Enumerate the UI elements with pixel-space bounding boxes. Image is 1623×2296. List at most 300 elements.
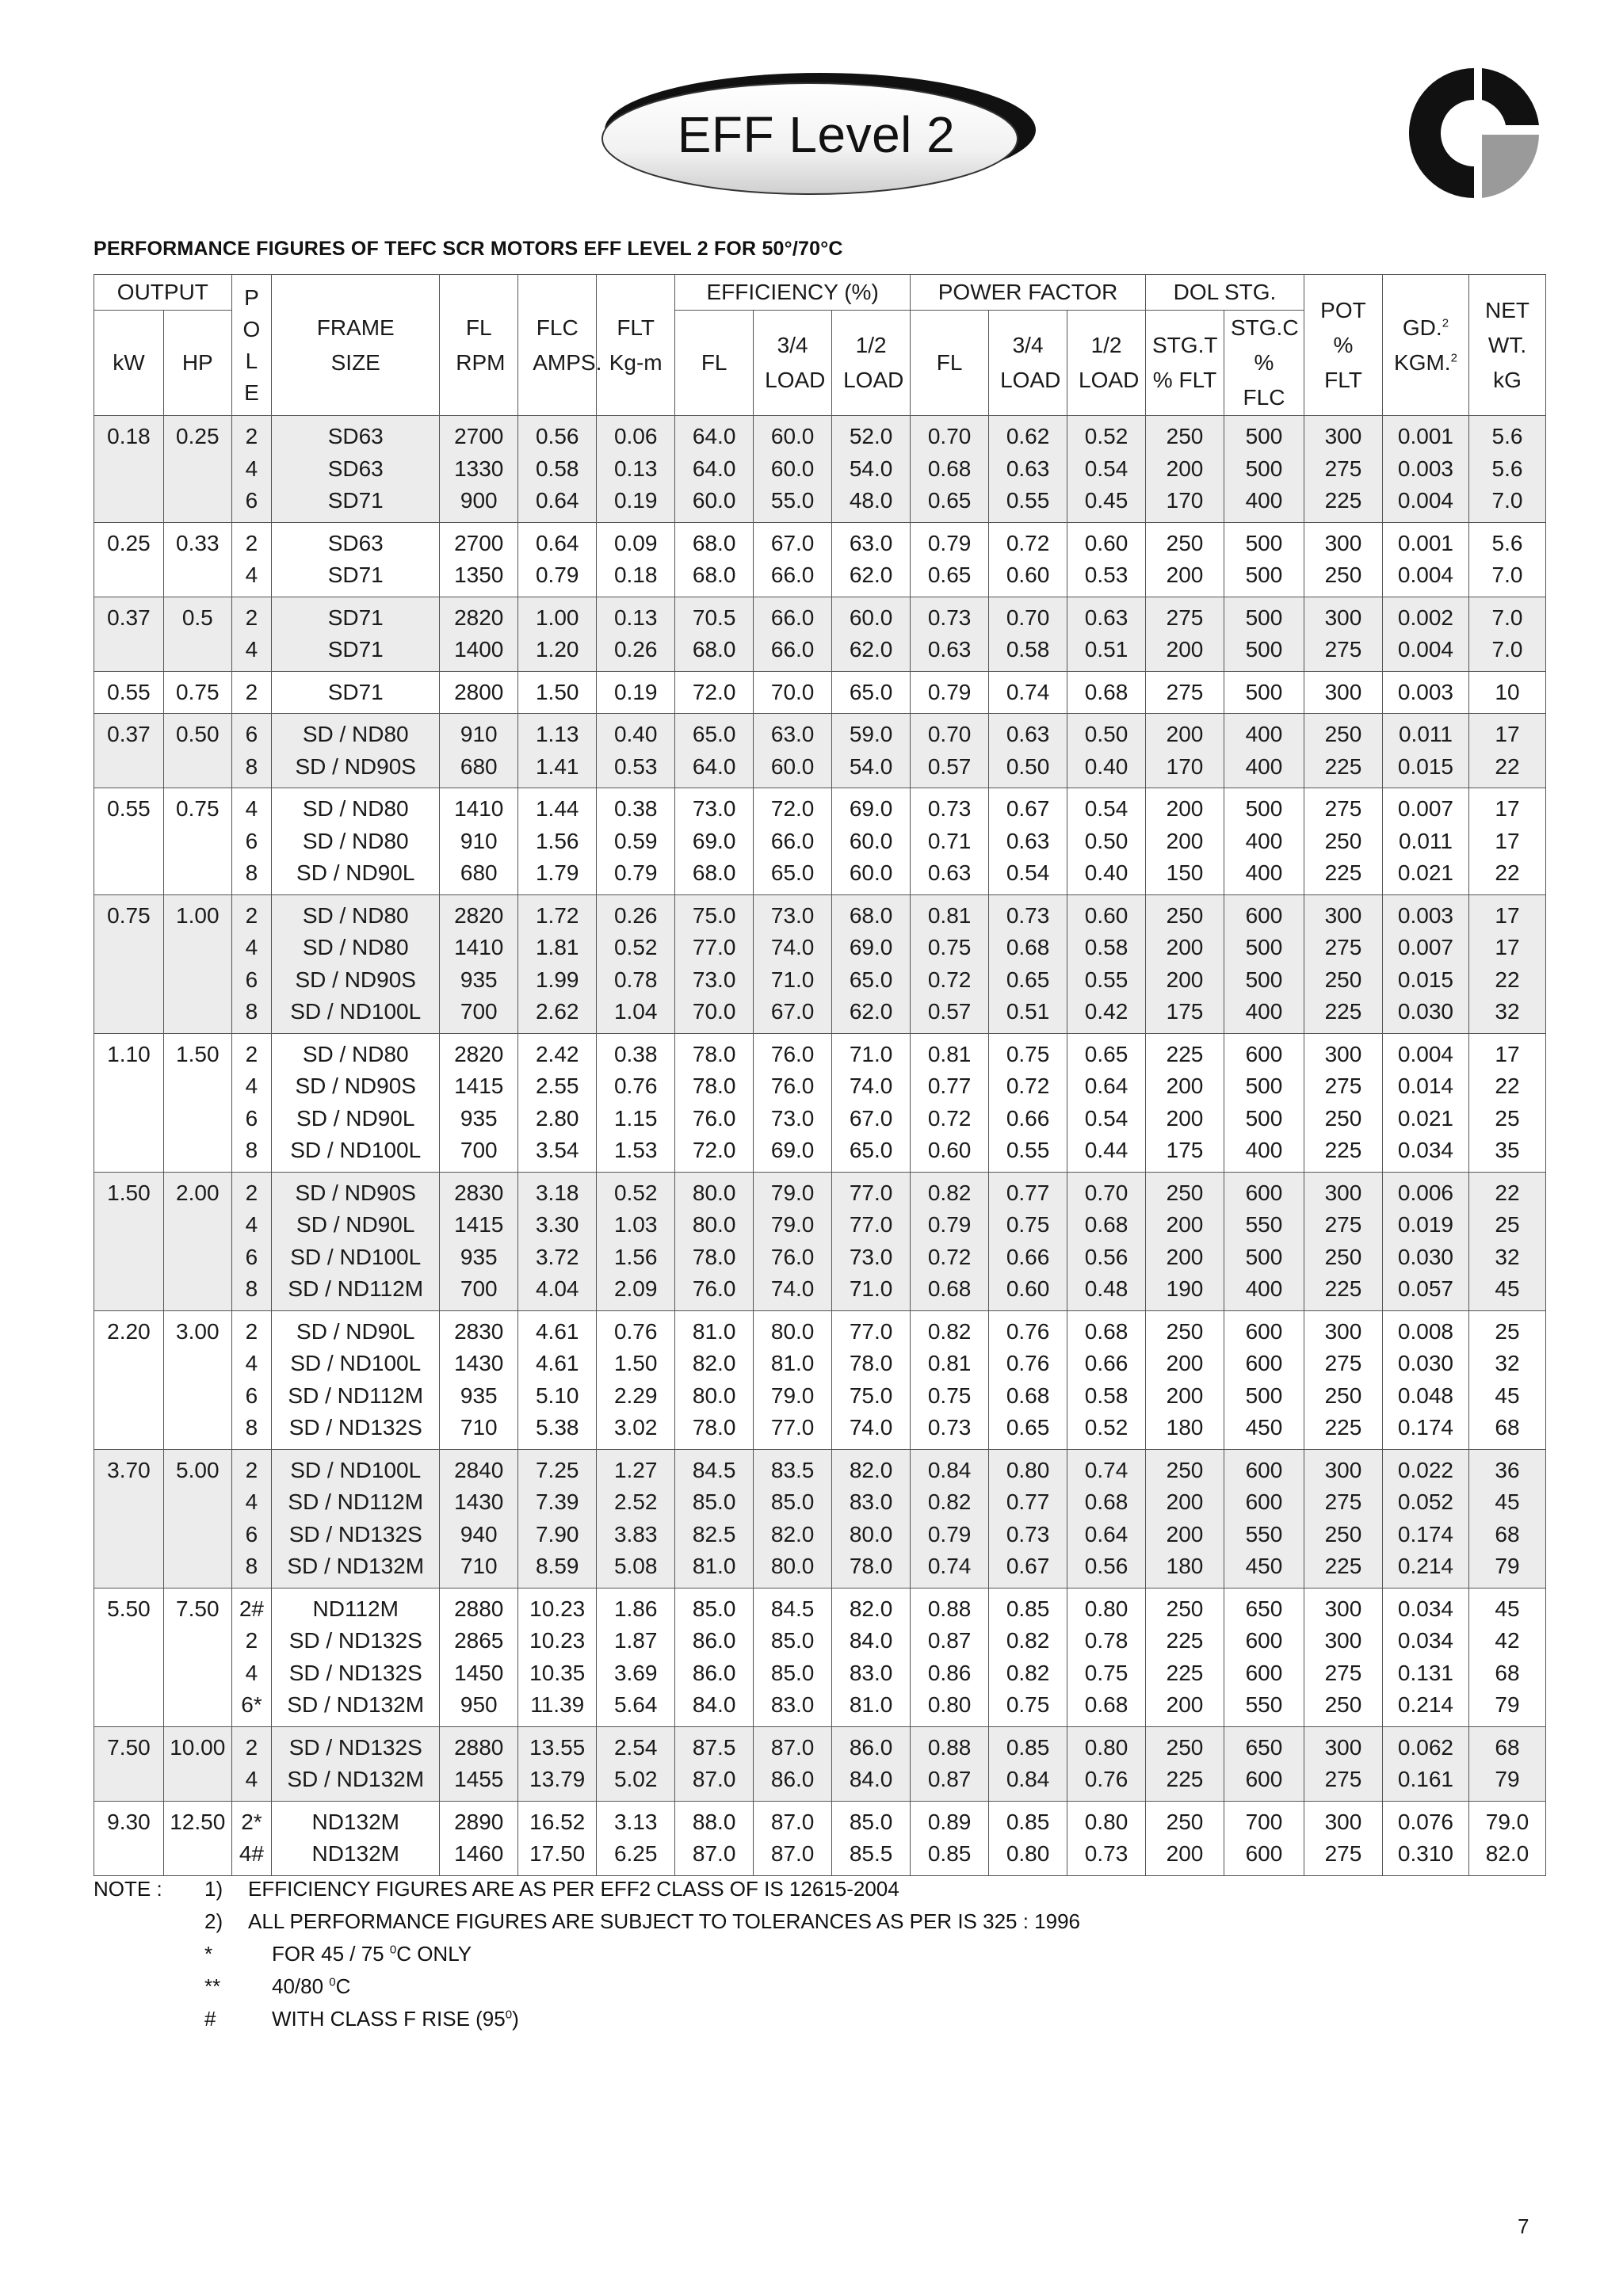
cell-stg-c: 400 400 <box>1224 714 1304 788</box>
header-kw: kW <box>94 311 164 416</box>
cell-rpm: 2700 1330 900 <box>440 416 518 523</box>
cell-kw: 0.55 <box>94 671 164 714</box>
cell-hp: 0.33 <box>163 522 231 597</box>
cell-frame: SD / ND132S SD / ND132M <box>272 1726 440 1801</box>
cell-kw: 2.20 <box>94 1310 164 1449</box>
header-frame-size: FRAME SIZE <box>272 275 440 416</box>
cell-rpm: 910 680 <box>440 714 518 788</box>
cell-eff-34: 84.5 85.0 85.0 83.0 <box>754 1588 832 1726</box>
cell-stg-t: 250 200 200 190 <box>1146 1172 1224 1310</box>
cell-kw: 1.10 <box>94 1033 164 1172</box>
cell-eff-34: 67.0 66.0 <box>754 522 832 597</box>
cell-hp: 0.5 <box>163 597 231 671</box>
cell-net: 68 79 <box>1469 1726 1546 1801</box>
cell-eff-34: 60.0 60.0 55.0 <box>754 416 832 523</box>
table-row <box>94 597 1546 671</box>
cell-flt: 0.52 1.03 1.56 2.09 <box>597 1172 675 1310</box>
table-row <box>94 1726 1546 1801</box>
cell-rpm: 1410 910 680 <box>440 788 518 895</box>
cell-pole: 2 4 6 8 <box>231 1449 271 1588</box>
performance-table <box>94 274 1546 1876</box>
cell-net: 36 45 68 79 <box>1469 1449 1546 1588</box>
table-row <box>94 416 1546 523</box>
cell-frame: SD / ND80 SD / ND80 SD / ND90S SD / ND100L <box>272 894 440 1033</box>
cell-hp: 5.00 <box>163 1449 231 1588</box>
cell-flt: 0.19 <box>597 671 675 714</box>
cell-pole: 4 6 8 <box>231 788 271 895</box>
cell-pf-fl: 0.73 0.71 0.63 <box>911 788 989 895</box>
cell-pf-fl: 0.79 0.65 <box>911 522 989 597</box>
cell-pf-12: 0.60 0.53 <box>1067 522 1146 597</box>
cell-eff-34: 79.0 79.0 76.0 74.0 <box>754 1172 832 1310</box>
note-text: EFFICIENCY FIGURES ARE AS PER EFF2 CLASS OF IS 12615-2004 <box>248 1877 899 1901</box>
cell-gd: 0.007 0.011 0.021 <box>1382 788 1468 895</box>
cell-eff-34: 83.5 85.0 82.0 80.0 <box>754 1449 832 1588</box>
cell-hp: 12.50 <box>163 1801 231 1875</box>
cell-net: 10 <box>1469 671 1546 714</box>
cell-pot: 300 250 <box>1304 522 1382 597</box>
cell-pf-fl: 0.81 0.77 0.72 0.60 <box>911 1033 989 1172</box>
cell-flc: 1.44 1.56 1.79 <box>518 788 597 895</box>
cell-eff-fl: 84.5 85.0 82.5 81.0 <box>675 1449 754 1588</box>
cell-hp: 7.50 <box>163 1588 231 1726</box>
cell-eff-12: 60.0 62.0 <box>832 597 911 671</box>
cell-pf-34: 0.62 0.63 0.55 <box>989 416 1067 523</box>
cell-pf-12: 0.70 0.68 0.56 0.48 <box>1067 1172 1146 1310</box>
cell-rpm: 2880 2865 1450 950 <box>440 1588 518 1726</box>
cell-pf-34: 0.85 0.80 <box>989 1801 1067 1875</box>
cell-net: 17 22 <box>1469 714 1546 788</box>
cell-rpm: 2700 1350 <box>440 522 518 597</box>
cell-rpm: 2830 1430 935 710 <box>440 1310 518 1449</box>
cell-eff-12: 59.0 54.0 <box>832 714 911 788</box>
cell-stg-t: 250 200 <box>1146 1801 1224 1875</box>
cell-eff-fl: 73.0 69.0 68.0 <box>675 788 754 895</box>
cell-frame: SD / ND80 SD / ND80 SD / ND90L <box>272 788 440 895</box>
cell-pf-34: 0.85 0.82 0.82 0.75 <box>989 1588 1067 1726</box>
cell-net: 25 32 45 68 <box>1469 1310 1546 1449</box>
cell-rpm: 2820 1410 935 700 <box>440 894 518 1033</box>
cell-pole: 2* 4# <box>231 1801 271 1875</box>
cell-eff-34: 87.0 87.0 <box>754 1801 832 1875</box>
cell-rpm: 2820 1415 935 700 <box>440 1033 518 1172</box>
cell-pole: 2 4 6 <box>231 416 271 523</box>
cell-pf-fl: 0.70 0.57 <box>911 714 989 788</box>
cell-pf-12: 0.65 0.64 0.54 0.44 <box>1067 1033 1146 1172</box>
cell-stg-t: 250 200 200 175 <box>1146 894 1224 1033</box>
header-dol-stg: DOL STG. <box>1146 275 1304 311</box>
cell-stg-t: 250 200 170 <box>1146 416 1224 523</box>
cell-flc: 16.52 17.50 <box>518 1801 597 1875</box>
cell-pf-12: 0.60 0.58 0.55 0.42 <box>1067 894 1146 1033</box>
note-symbol: # <box>204 2007 216 2031</box>
cell-eff-12: 69.0 60.0 60.0 <box>832 788 911 895</box>
cell-flc: 4.61 4.61 5.10 5.38 <box>518 1310 597 1449</box>
cell-pot: 250 225 <box>1304 714 1382 788</box>
cell-flt: 1.27 2.52 3.83 5.08 <box>597 1449 675 1588</box>
cell-pot: 300 275 250 225 <box>1304 1449 1382 1588</box>
cell-gd: 0.076 0.310 <box>1382 1801 1468 1875</box>
cell-pf-fl: 0.82 0.79 0.72 0.68 <box>911 1172 989 1310</box>
cell-stg-t: 250 200 200 180 <box>1146 1310 1224 1449</box>
cell-pf-12: 0.74 0.68 0.64 0.56 <box>1067 1449 1146 1588</box>
cell-eff-34: 63.0 60.0 <box>754 714 832 788</box>
cell-eff-fl: 75.0 77.0 73.0 70.0 <box>675 894 754 1033</box>
cell-eff-34: 80.0 81.0 79.0 77.0 <box>754 1310 832 1449</box>
cell-pf-12: 0.63 0.51 <box>1067 597 1146 671</box>
cell-rpm: 2800 <box>440 671 518 714</box>
cell-hp: 1.50 <box>163 1033 231 1172</box>
cell-pf-12: 0.52 0.54 0.45 <box>1067 416 1146 523</box>
cell-eff-fl: 87.5 87.0 <box>675 1726 754 1801</box>
cell-stg-c: 600 550 500 400 <box>1224 1172 1304 1310</box>
cell-pf-fl: 0.88 0.87 0.86 0.80 <box>911 1588 989 1726</box>
cell-stg-c: 500 <box>1224 671 1304 714</box>
cell-pf-34: 0.76 0.76 0.68 0.65 <box>989 1310 1067 1449</box>
cell-flc: 3.18 3.30 3.72 4.04 <box>518 1172 597 1310</box>
cell-stg-c: 600 500 500 400 <box>1224 1033 1304 1172</box>
cell-kw: 1.50 <box>94 1172 164 1310</box>
header-pf-12: 1/2 LOAD <box>1067 311 1146 416</box>
cell-hp: 3.00 <box>163 1310 231 1449</box>
cell-flt: 0.76 1.50 2.29 3.02 <box>597 1310 675 1449</box>
header-stg-c: STG.C % FLC <box>1224 311 1304 416</box>
cell-eff-12: 82.0 84.0 83.0 81.0 <box>832 1588 911 1726</box>
header-pf-fl: FL <box>911 311 989 416</box>
table-row <box>94 522 1546 597</box>
table-row <box>94 1310 1546 1449</box>
cell-net: 5.6 7.0 <box>1469 522 1546 597</box>
cell-kw: 0.55 <box>94 788 164 895</box>
cell-flt: 0.38 0.59 0.79 <box>597 788 675 895</box>
company-logo-icon <box>1403 62 1545 204</box>
cell-stg-t: 250 225 225 200 <box>1146 1588 1224 1726</box>
cell-hp: 0.75 <box>163 788 231 895</box>
note-text: ALL PERFORMANCE FIGURES ARE SUBJECT TO TOLERANCES AS PER IS 325 : 1996 <box>248 1909 1081 1933</box>
cell-eff-12: 68.0 69.0 65.0 62.0 <box>832 894 911 1033</box>
table-row <box>94 894 1546 1033</box>
cell-eff-fl: 72.0 <box>675 671 754 714</box>
cell-gd: 0.022 0.052 0.174 0.214 <box>1382 1449 1468 1588</box>
cell-pf-fl: 0.81 0.75 0.72 0.57 <box>911 894 989 1033</box>
cell-kw: 9.30 <box>94 1801 164 1875</box>
cell-flt: 0.13 0.26 <box>597 597 675 671</box>
header-flc-amps: FLC AMPS. <box>518 275 597 416</box>
cell-frame: SD71 <box>272 671 440 714</box>
cell-gd: 0.001 0.004 <box>1382 522 1468 597</box>
cell-pf-34: 0.70 0.58 <box>989 597 1067 671</box>
cell-eff-34: 66.0 66.0 <box>754 597 832 671</box>
cell-net: 22 25 32 45 <box>1469 1172 1546 1310</box>
cell-flt: 0.40 0.53 <box>597 714 675 788</box>
cell-eff-12: 71.0 74.0 67.0 65.0 <box>832 1033 911 1172</box>
cell-rpm: 2830 1415 935 700 <box>440 1172 518 1310</box>
cell-gd: 0.003 0.007 0.015 0.030 <box>1382 894 1468 1033</box>
cell-flc: 13.55 13.79 <box>518 1726 597 1801</box>
cell-pf-12: 0.80 0.78 0.75 0.68 <box>1067 1588 1146 1726</box>
cell-kw: 3.70 <box>94 1449 164 1588</box>
cell-pf-fl: 0.89 0.85 <box>911 1801 989 1875</box>
cell-frame: SD71 SD71 <box>272 597 440 671</box>
header-fl-rpm: FL RPM <box>440 275 518 416</box>
cell-pot: 300 275 <box>1304 1726 1382 1801</box>
header-power-factor: POWER FACTOR <box>911 275 1146 311</box>
cell-pot: 275 250 225 <box>1304 788 1382 895</box>
cell-net: 17 22 25 35 <box>1469 1033 1546 1172</box>
cell-hp: 0.25 <box>163 416 231 523</box>
cell-gd: 0.062 0.161 <box>1382 1726 1468 1801</box>
cell-eff-12: 82.0 83.0 80.0 78.0 <box>832 1449 911 1588</box>
cell-pf-12: 0.80 0.76 <box>1067 1726 1146 1801</box>
cell-pot: 300 275 250 225 <box>1304 1172 1382 1310</box>
cell-pf-34: 0.77 0.75 0.66 0.60 <box>989 1172 1067 1310</box>
cell-stg-c: 650 600 <box>1224 1726 1304 1801</box>
cell-flc: 2.42 2.55 2.80 3.54 <box>518 1033 597 1172</box>
cell-flc: 0.64 0.79 <box>518 522 597 597</box>
cell-pf-fl: 0.84 0.82 0.79 0.74 <box>911 1449 989 1588</box>
cell-pot: 300 275 250 225 <box>1304 1310 1382 1449</box>
cell-eff-34: 70.0 <box>754 671 832 714</box>
table-heading: PERFORMANCE FIGURES OF TEFC SCR MOTORS EFF LEVEL 2 FOR 50°/70°C <box>94 238 843 260</box>
note-item <box>94 1873 1080 1905</box>
cell-pot: 300 275 <box>1304 597 1382 671</box>
cell-pole: 2 4 <box>231 522 271 597</box>
cell-flt: 3.13 6.25 <box>597 1801 675 1875</box>
cell-gd: 0.034 0.034 0.131 0.214 <box>1382 1588 1468 1726</box>
cell-eff-34: 73.0 74.0 71.0 67.0 <box>754 894 832 1033</box>
note-text: 40/80 $^0$C <box>272 1974 351 1998</box>
header-stg-t: STG.T % FLT <box>1146 311 1224 416</box>
table-row <box>94 1033 1546 1172</box>
cell-eff-fl: 80.0 80.0 78.0 76.0 <box>675 1172 754 1310</box>
symbol-note <box>94 2003 1080 2035</box>
header-pole: P O L E <box>231 275 271 416</box>
cell-pole: 2 4 6 8 <box>231 1172 271 1310</box>
header-pf-34: 3/4 LOAD <box>989 311 1067 416</box>
cell-pf-12: 0.68 0.66 0.58 0.52 <box>1067 1310 1146 1449</box>
cell-frame: SD / ND90S SD / ND90L SD / ND100L SD / ND112M <box>272 1172 440 1310</box>
cell-flt: 0.38 0.76 1.15 1.53 <box>597 1033 675 1172</box>
cell-flc: 1.00 1.20 <box>518 597 597 671</box>
symbol-note <box>94 1938 1080 1970</box>
header-eff-34: 3/4 LOAD <box>754 311 832 416</box>
table-row <box>94 1172 1546 1310</box>
cell-kw: 0.37 <box>94 714 164 788</box>
cell-gd: 0.003 <box>1382 671 1468 714</box>
cell-pf-12: 0.50 0.40 <box>1067 714 1146 788</box>
cell-stg-c: 500 500 400 <box>1224 416 1304 523</box>
note-marker: 1) <box>204 1877 223 1901</box>
page-title: EFF Level 2 <box>677 105 956 163</box>
table-row <box>94 1449 1546 1588</box>
header-gd: GD.$^2$ KGM.$^2$ <box>1382 275 1468 416</box>
cell-frame: SD / ND80 SD / ND90S <box>272 714 440 788</box>
cell-hp: 2.00 <box>163 1172 231 1310</box>
cell-flc: 1.13 1.41 <box>518 714 597 788</box>
cell-pf-34: 0.73 0.68 0.65 0.51 <box>989 894 1067 1033</box>
cell-rpm: 2880 1455 <box>440 1726 518 1801</box>
cell-frame: SD63 SD71 <box>272 522 440 597</box>
cell-pole: 2 4 6 8 <box>231 894 271 1033</box>
cell-pf-12: 0.68 <box>1067 671 1146 714</box>
table-row <box>94 788 1546 895</box>
cell-frame: ND112M SD / ND132S SD / ND132S SD / ND132M <box>272 1588 440 1726</box>
cell-stg-c: 500 400 400 <box>1224 788 1304 895</box>
cell-net: 17 17 22 32 <box>1469 894 1546 1033</box>
cell-flc: 7.25 7.39 7.90 8.59 <box>518 1449 597 1588</box>
table-header <box>94 275 1546 416</box>
cell-gd: 0.008 0.030 0.048 0.174 <box>1382 1310 1468 1449</box>
cell-rpm: 2890 1460 <box>440 1801 518 1875</box>
cell-rpm: 2820 1400 <box>440 597 518 671</box>
header-eff-12: 1/2 LOAD <box>832 311 911 416</box>
cell-gd: 0.006 0.019 0.030 0.057 <box>1382 1172 1468 1310</box>
cell-net: 17 17 22 <box>1469 788 1546 895</box>
notes-section <box>94 1873 1080 2035</box>
cell-stg-c: 600 600 550 450 <box>1224 1449 1304 1588</box>
cell-hp: 0.50 <box>163 714 231 788</box>
cell-eff-12: 86.0 84.0 <box>832 1726 911 1801</box>
cell-kw: 0.18 <box>94 416 164 523</box>
cell-stg-t: 200 200 150 <box>1146 788 1224 895</box>
page-number: 7 <box>1518 2214 1529 2238</box>
cell-pf-34: 0.67 0.63 0.54 <box>989 788 1067 895</box>
cell-stg-t: 200 170 <box>1146 714 1224 788</box>
cell-stg-t: 250 200 <box>1146 522 1224 597</box>
cell-eff-fl: 78.0 78.0 76.0 72.0 <box>675 1033 754 1172</box>
cell-frame: SD / ND90L SD / ND100L SD / ND112M SD / ND132S <box>272 1310 440 1449</box>
cell-pf-fl: 0.73 0.63 <box>911 597 989 671</box>
table-row <box>94 1801 1546 1875</box>
cell-flt: 0.09 0.18 <box>597 522 675 597</box>
cell-frame: SD / ND100L SD / ND112M SD / ND132S SD / ND132M <box>272 1449 440 1588</box>
cell-stg-t: 250 200 200 180 <box>1146 1449 1224 1588</box>
cell-eff-fl: 68.0 68.0 <box>675 522 754 597</box>
header-net-wt: NET WT. kG <box>1469 275 1546 416</box>
cell-flc: 10.23 10.23 10.35 11.39 <box>518 1588 597 1726</box>
note-symbol: * <box>204 1942 213 1966</box>
cell-eff-fl: 64.0 64.0 60.0 <box>675 416 754 523</box>
cell-kw: 0.25 <box>94 522 164 597</box>
table-row <box>94 671 1546 714</box>
cell-pole: 2 4 <box>231 1726 271 1801</box>
cell-eff-12: 52.0 54.0 48.0 <box>832 416 911 523</box>
header-output: OUTPUT <box>94 275 232 311</box>
cell-stg-t: 275 <box>1146 671 1224 714</box>
cell-pf-34: 0.72 0.60 <box>989 522 1067 597</box>
header-efficiency: EFFICIENCY (%) <box>675 275 911 311</box>
cell-eff-fl: 88.0 87.0 <box>675 1801 754 1875</box>
cell-pot: 300 275 250 225 <box>1304 894 1382 1033</box>
cell-stg-c: 600 500 500 400 <box>1224 894 1304 1033</box>
cell-pot: 300 275 225 <box>1304 416 1382 523</box>
cell-flt: 0.06 0.13 0.19 <box>597 416 675 523</box>
note-text: FOR 45 / 75 $^0$C ONLY <box>272 1942 472 1966</box>
cell-pf-fl: 0.79 <box>911 671 989 714</box>
cell-stg-t: 225 200 200 175 <box>1146 1033 1224 1172</box>
cell-eff-34: 76.0 76.0 73.0 69.0 <box>754 1033 832 1172</box>
cell-eff-fl: 81.0 82.0 80.0 78.0 <box>675 1310 754 1449</box>
cell-flt: 0.26 0.52 0.78 1.04 <box>597 894 675 1033</box>
cell-pole: 2 <box>231 671 271 714</box>
cell-hp: 1.00 <box>163 894 231 1033</box>
cell-stg-t: 275 200 <box>1146 597 1224 671</box>
cell-flc: 0.56 0.58 0.64 <box>518 416 597 523</box>
cell-kw: 0.37 <box>94 597 164 671</box>
cell-eff-12: 77.0 77.0 73.0 71.0 <box>832 1172 911 1310</box>
cell-pf-34: 0.63 0.50 <box>989 714 1067 788</box>
cell-eff-fl: 85.0 86.0 86.0 84.0 <box>675 1588 754 1726</box>
cell-eff-12: 77.0 78.0 75.0 74.0 <box>832 1310 911 1449</box>
cell-pot: 300 275 <box>1304 1801 1382 1875</box>
cell-eff-12: 63.0 62.0 <box>832 522 911 597</box>
cell-pole: 6 8 <box>231 714 271 788</box>
cell-pf-fl: 0.82 0.81 0.75 0.73 <box>911 1310 989 1449</box>
cell-flt: 2.54 5.02 <box>597 1726 675 1801</box>
cell-pf-34: 0.74 <box>989 671 1067 714</box>
cell-gd: 0.001 0.003 0.004 <box>1382 416 1468 523</box>
cell-frame: SD63 SD63 SD71 <box>272 416 440 523</box>
cell-pf-34: 0.75 0.72 0.66 0.55 <box>989 1033 1067 1172</box>
cell-frame: ND132M ND132M <box>272 1801 440 1875</box>
cell-pot: 300 275 250 225 <box>1304 1033 1382 1172</box>
header-flt: FLT Kg-m <box>597 275 675 416</box>
cell-pole: 2 4 6 8 <box>231 1310 271 1449</box>
cell-stg-c: 700 600 <box>1224 1801 1304 1875</box>
note-text: WITH CLASS F RISE $(95^0)$ <box>272 2007 519 2031</box>
cell-kw: 5.50 <box>94 1588 164 1726</box>
table-row <box>94 1588 1546 1726</box>
cell-hp: 0.75 <box>163 671 231 714</box>
cell-stg-c: 500 500 <box>1224 522 1304 597</box>
cell-gd: 0.002 0.004 <box>1382 597 1468 671</box>
cell-stg-t: 250 225 <box>1146 1726 1224 1801</box>
cell-gd: 0.004 0.014 0.021 0.034 <box>1382 1033 1468 1172</box>
table-body <box>94 416 1546 1876</box>
cell-stg-c: 650 600 600 550 <box>1224 1588 1304 1726</box>
cell-pf-fl: 0.88 0.87 <box>911 1726 989 1801</box>
cell-stg-c: 500 500 <box>1224 597 1304 671</box>
cell-pole: 2 4 <box>231 597 271 671</box>
cell-net: 7.0 7.0 <box>1469 597 1546 671</box>
cell-net: 45 42 68 79 <box>1469 1588 1546 1726</box>
cell-pot: 300 300 275 250 <box>1304 1588 1382 1726</box>
note-marker: 2) <box>204 1909 223 1933</box>
cell-eff-34: 72.0 66.0 65.0 <box>754 788 832 895</box>
header-pot: POT % FLT <box>1304 275 1382 416</box>
cell-eff-12: 85.0 85.5 <box>832 1801 911 1875</box>
symbol-note <box>94 1970 1080 2003</box>
header-hp: HP <box>163 311 231 416</box>
header-eff-fl: FL <box>675 311 754 416</box>
cell-rpm: 2840 1430 940 710 <box>440 1449 518 1588</box>
cell-pf-34: 0.85 0.84 <box>989 1726 1067 1801</box>
cell-net: 79.0 82.0 <box>1469 1801 1546 1875</box>
cell-eff-34: 87.0 86.0 <box>754 1726 832 1801</box>
note-label: NOTE : <box>94 1877 162 1901</box>
note-item <box>94 1905 1080 1938</box>
cell-net: 5.6 5.6 7.0 <box>1469 416 1546 523</box>
cell-hp: 10.00 <box>163 1726 231 1801</box>
cell-flt: 1.86 1.87 3.69 5.64 <box>597 1588 675 1726</box>
cell-pole: 2# 2 4 6* <box>231 1588 271 1726</box>
cell-flc: 1.50 <box>518 671 597 714</box>
cell-stg-c: 600 600 500 450 <box>1224 1310 1304 1449</box>
cell-eff-fl: 65.0 64.0 <box>675 714 754 788</box>
cell-pot: 300 <box>1304 671 1382 714</box>
table-row <box>94 714 1546 788</box>
cell-gd: 0.011 0.015 <box>1382 714 1468 788</box>
